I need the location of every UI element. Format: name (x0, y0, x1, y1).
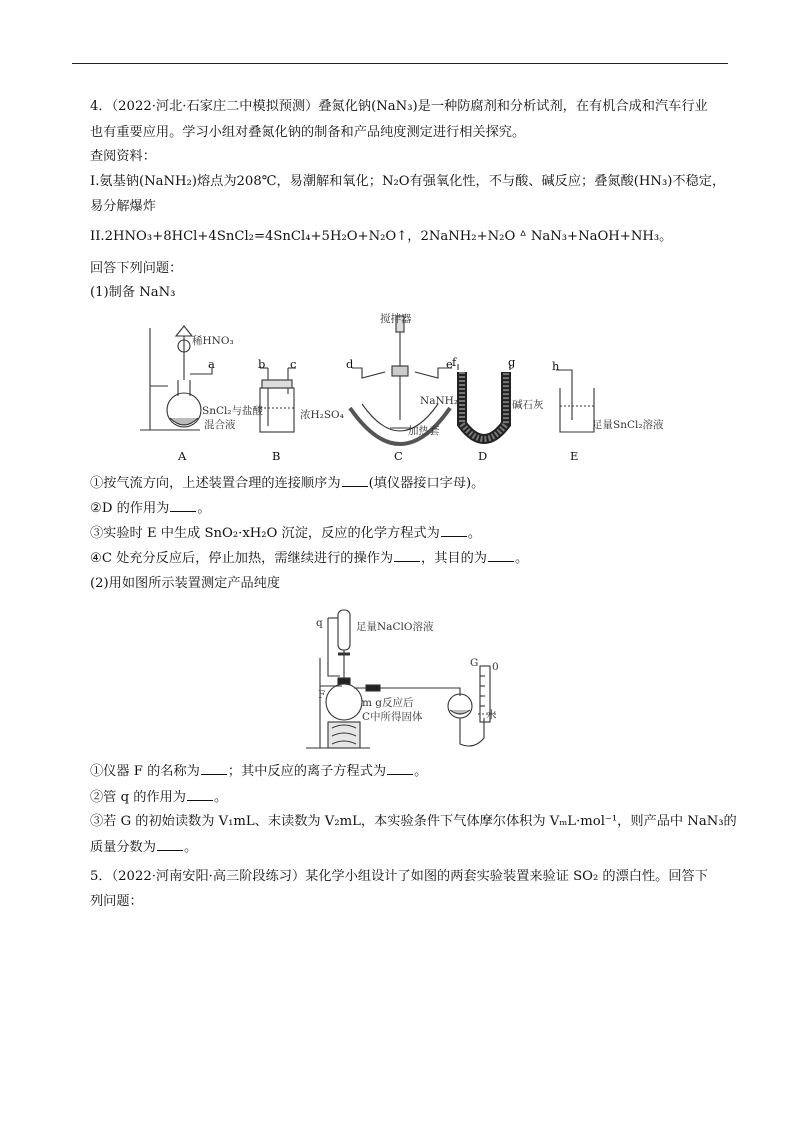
label-g: G (470, 657, 479, 669)
label-h2so4: 浓H₂SO₄ (300, 409, 344, 421)
apparatus-name-d: D (478, 449, 488, 463)
label-lime: 碱石灰 (512, 399, 544, 411)
label-nanh2: NaNH₂ (420, 395, 459, 407)
label-csolid: C中所得固体 (362, 711, 423, 723)
header-rule (72, 63, 728, 64)
q4-line-2: 也有重要应用。学习小组对叠氮化钠的制备和产品纯度测定进行相关探究。 (90, 125, 526, 140)
q4-line-7: 回答下列问题： (90, 261, 183, 276)
q5-line-1: 5．（2022·河南安阳·高三阶段练习）某化学小组设计了如图的两套实验装置来验证 SO₂ 的漂白性。回答下 (90, 869, 708, 884)
answer-blank-2[interactable] (170, 499, 196, 512)
port-a: a (208, 357, 215, 371)
label-excess: 足量SnCl₂溶液 (592, 419, 664, 431)
answer-blank-1[interactable] (342, 474, 368, 487)
answer-blank-5[interactable] (488, 549, 514, 562)
port-g: g (508, 355, 516, 369)
q4-sub-7: ③若 G 的初始读数为 V₁mL、末读数为 V₂mL，本实验条件下气体摩尔体积为 VₘL·mol⁻¹，则产品中 NaN₃的 (90, 814, 737, 829)
q4-part-2: (2)用如图所示装置测定产品纯度 (90, 576, 281, 591)
q4-line-4: I.氨基钠(NaNH₂)熔点为208℃，易潮解和氧化；N₂O有强氧化性，不与酸、碱反应；叠氮酸(HN₃)不稳定， (90, 174, 726, 189)
port-e: e (446, 357, 453, 371)
label-mix: 混合液 (204, 419, 236, 431)
q5-line-2: 列问题： (90, 894, 143, 909)
apparatus-figure-1 (140, 308, 680, 466)
apparatus-figure-2 (300, 598, 520, 753)
label-stirrer: 搅拌器 (380, 313, 412, 325)
apparatus-name-e: E (570, 449, 579, 463)
port-f: f (452, 355, 457, 369)
label-mg: m g反应后 (362, 697, 414, 709)
port-b: b (258, 357, 266, 371)
label-water: 水 (486, 709, 497, 721)
label-hno3: 稀HNO₃ (192, 335, 234, 347)
apparatus-name-b: B (272, 449, 281, 463)
port-c: c (290, 357, 297, 371)
answer-blank-4[interactable] (394, 549, 420, 562)
q4-sub-3: ③实验时 E 中生成 SnO₂·xH₂O 沉淀，反应的化学方程式为 。 (90, 526, 481, 541)
q4-sub-8: 质量分数为 。 (90, 840, 198, 855)
answer-blank-8[interactable] (187, 788, 213, 801)
q4-sub-5: ①仪器 F 的名称为 ；其中反应的离子方程式为 。 (90, 764, 428, 779)
label-naclo: 足量NaClO溶液 (356, 621, 434, 633)
answer-blank-7[interactable] (387, 762, 413, 775)
apparatus-name-a: A (178, 449, 187, 463)
port-d: d (346, 357, 354, 371)
q4-sub-6: ②管 q 的作用为 。 (90, 790, 228, 805)
answer-blank-6[interactable] (201, 762, 227, 775)
port-h: h (552, 359, 560, 373)
q4-sub-4: ④C 处充分反应后，停止加热，需继续进行的操作为 ，其目的为 。 (90, 551, 529, 566)
q4-sub-2: ②D 的作用为 。 (90, 501, 211, 516)
q4-part-1: (1)制备 NaN₃ (90, 285, 176, 300)
q4-sub-1: ①按气流方向，上述装置合理的连接顺序为 (填仪器接口字母)。 (90, 476, 485, 491)
q4-line-6: II.2HNO₃+8HCl+4SnCl₂=4SnCl₄+5H₂O+N₂O↑，2NaNH₂+N₂O ᐞ NaN₃+NaOH+NH₃。 (90, 229, 673, 244)
q4-line-5: 易分解爆炸 (90, 199, 156, 214)
label-f: F (318, 689, 326, 701)
q4-line-3: 查阅资料： (90, 149, 156, 164)
answer-blank-3[interactable] (441, 524, 467, 537)
label-sncl2: SnCl₂与盐酸 (202, 405, 264, 417)
apparatus-name-c: C (394, 449, 403, 463)
answer-blank-9[interactable] (157, 838, 183, 851)
label-q: q (316, 617, 323, 629)
q4-line-1: 4．（2022·河北·石家庄二中模拟预测）叠氮化钠(NaN₃)是一种防腐剂和分析试剂，在有机合成和汽车行业 (90, 99, 708, 114)
label-zero: 0 (492, 661, 499, 673)
label-mantle: 加热套 (408, 425, 440, 437)
